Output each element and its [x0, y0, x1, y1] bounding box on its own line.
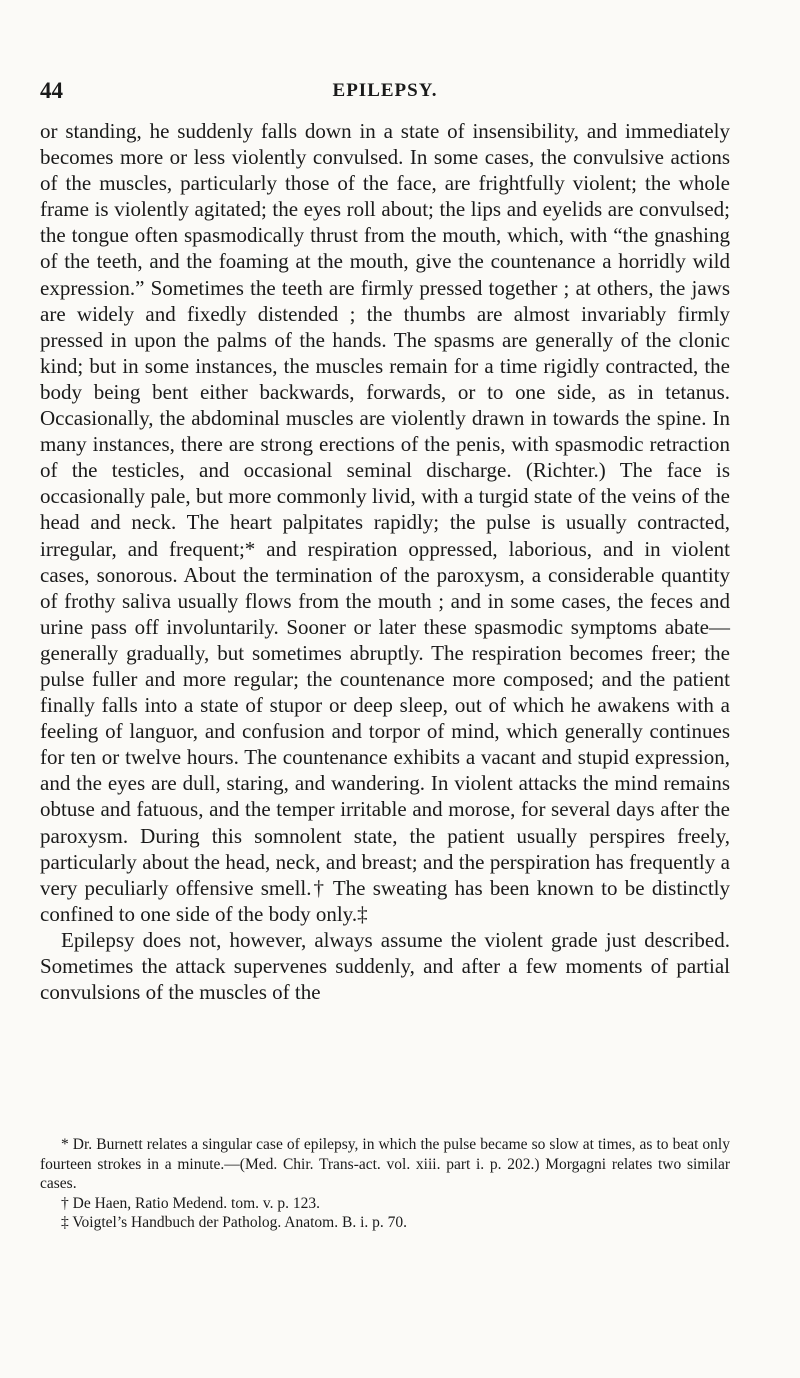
paragraph: Epilepsy does not, however, always assume the violent grade just described. Sometimes the attack supervenes suddenly, and after a few moments of partial convulsions of the muscles of the — [40, 927, 730, 1005]
running-head: EPILEPSY. — [332, 80, 438, 101]
footnote-asterisk: * Dr. Burnett relates a singular case of epilepsy, in which the pulse became so slow at times, as to beat only fourteen strokes in a minute.—(Med. Chir. Trans-act. vol. xiii. part i. p. 202.) Morgagni relates two similar cases. — [40, 1136, 730, 1192]
page-header — [40, 78, 730, 108]
footnotes — [40, 1135, 730, 1233]
paragraph-continued: or standing, he suddenly falls down in a state of insensibility, and immediately becomes more or less violently convulsed. In some cases, the convulsive actions of the muscles, particularly those of the face, are frightfully violent; the whole frame is violently agitated; the eyes roll about; the lips and eyelids are convulsed; the tongue often spasmodically thrust from the mouth, which, with “the gnashing of the teeth, and the foaming at the mouth, give the countenance a horridly wild expression.” Sometimes the teeth are firmly pressed together ; at others, the jaws are widely and fixedly distended ; the thumbs are almost invariably firmly pressed in upon the palms of the hands. The spasms are generally of the clonic kind; but in some instances, the muscles remain for a time rigidly contracted, the body being bent either backwards, forwards, or to one side, as in tetanus. Occasionally, the abdominal muscles are violently drawn in towards the spine. In many instances, there are strong erections of the penis, with spasmodic retraction of the testicles, and occasional seminal discharge. (Richter.) The face is occasionally pale, but more commonly livid, with a turgid state of the veins of the head and neck. The heart palpitates rapidly; the pulse is usually contracted, irregular, and frequent;* and respiration oppressed, laborious, and in violent cases, sonorous. About the termination of the paroxysm, a considerable quantity of frothy saliva usually flows from the mouth ; and in some cases, the feces and urine pass off involuntarily. Sooner or later these spasmodic symptoms abate—generally gradually, but sometimes abruptly. The respiration becomes freer; the pulse fuller and more regular; the countenance more composed; and the patient finally falls into a state of stupor or deep sleep, out of which he awakens with a feeling of languor, and confusion and torpor of mind, which generally continues for ten or twelve hours. The countenance exhibits a vacant and stupid expression, and the eyes are dull, staring, and wandering. In violent attacks the mind remains obtuse and fatuous, and the temper irritable and morose, for several days after the paroxysm. During this somnolent state, the patient usually perspires freely, particularly about the head, neck, and breast; and the perspiration has frequently a very peculiarly offensive smell.† The sweating has been known to be distinctly confined to one side of the body only.‡ — [40, 119, 730, 926]
page-number: 44 — [40, 78, 63, 103]
body-text — [40, 118, 730, 1005]
footnote-double-dagger: ‡ Voigtel’s Handbuch der Patholog. Anatom. B. i. p. 70. — [61, 1214, 408, 1231]
footnote-dagger: † De Haen, Ratio Medend. tom. v. p. 123. — [61, 1194, 321, 1212]
